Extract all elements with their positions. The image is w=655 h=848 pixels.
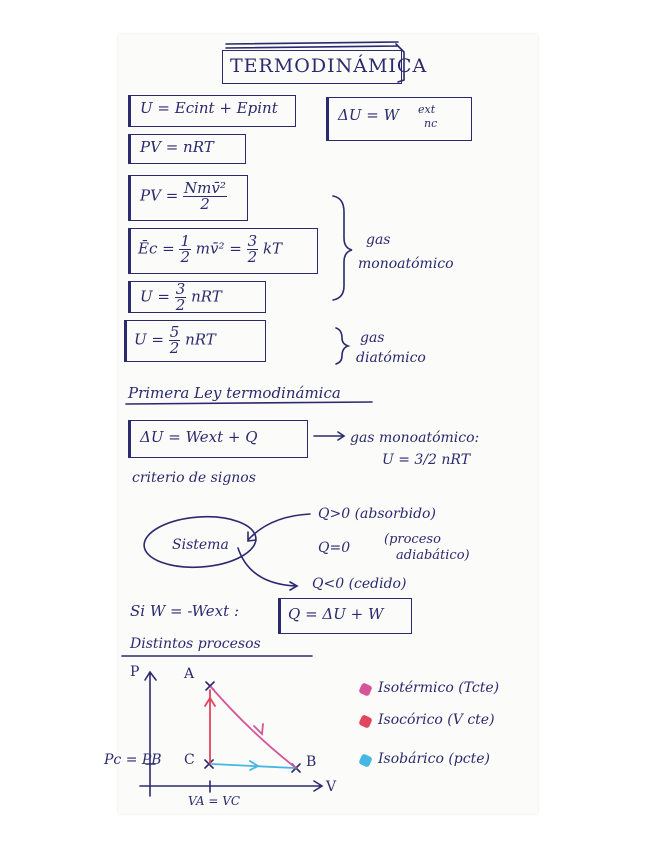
fraction-denominator: 2 [180, 248, 191, 266]
fraction-denominator: 2 [247, 248, 258, 266]
pressure-tick-label: Pc = PB [104, 752, 162, 768]
label-gas-di-line1: gas [360, 330, 385, 346]
processes-heading: Distintos procesos [130, 636, 261, 652]
formula-ideal-gas: PV = nRT [140, 138, 214, 156]
heat-released: Q<0 (cedido) [312, 576, 407, 592]
work-condition: Si W = -Wext : [130, 602, 239, 620]
u-mono-lhs: U = [140, 287, 170, 306]
legend-isobaric-label: Isobárico (pcte) [378, 751, 490, 767]
first-law-underline [126, 402, 372, 404]
point-label-a: A [184, 666, 195, 682]
system-ellipse [142, 513, 257, 571]
heat-adiabatic-line1: (proceso [384, 532, 441, 547]
legend-isochoric-label: Isocórico (V cte) [378, 712, 495, 728]
heat-absorbed: Q>0 (absorbido) [318, 506, 436, 522]
point-label-b: B [306, 754, 317, 770]
axis-label-p: P [130, 664, 140, 680]
gas-note-arrow [314, 432, 344, 440]
heat-adiabatic-line2: adiabático) [396, 548, 470, 563]
axis-label-v: V [326, 779, 337, 795]
label-gas-di-line2: diatómico [356, 350, 426, 366]
first-law-note-1: gas monoatómico: [350, 430, 480, 446]
kinetic-energy-lhs: Ēc = [138, 239, 175, 258]
u-di-tail: nRT [185, 330, 216, 349]
first-law-equation: ΔU = Wext + Q [140, 428, 258, 446]
delta-u-w: W [383, 106, 400, 124]
u-mono-tail: nRT [191, 287, 222, 306]
system-label: Sistema [172, 537, 229, 553]
u-di-lhs: U = [134, 330, 164, 349]
work-equation: Q = ΔU + W [288, 605, 384, 623]
p-axis [145, 672, 156, 796]
volume-tick-label: VA = VC [188, 794, 241, 808]
kinetic-pressure-lhs: PV = [140, 186, 179, 205]
isothermal-curve [211, 687, 296, 768]
heat-adiabatic-q: Q=0 [318, 540, 351, 556]
sign-criteria-heading: criterio de signos [132, 470, 256, 486]
fraction-numerator: 3 [247, 232, 258, 250]
released-arrow [238, 548, 297, 590]
legend-isothermal-label: Isotérmico (Tcte) [378, 680, 500, 696]
fraction-numerator: Nmv̄² [184, 179, 226, 197]
fraction-numerator: 3 [175, 280, 186, 298]
fraction-denominator: 2 [175, 296, 186, 314]
kinetic-energy-tail: kT [262, 239, 283, 258]
fraction-denominator: 2 [169, 339, 180, 357]
label-gas-mono-line1: gas [366, 232, 391, 248]
delta-u-lhs: ΔU = [338, 106, 379, 124]
fraction-denominator: 2 [200, 195, 210, 213]
kinetic-energy-middle: mv̄² = [195, 239, 242, 258]
fraction-numerator: 1 [180, 232, 191, 250]
isobaric-line [212, 764, 294, 768]
fraction-numerator: 5 [169, 323, 180, 341]
absorbed-arrow [248, 514, 310, 541]
label-gas-mono-line2: monoatómico [358, 256, 454, 272]
first-law-heading: Primera Ley termodinámica [128, 384, 341, 402]
first-law-note-2: U = 3/2 nRT [382, 452, 471, 468]
page-title: TERMODINÁMICA [230, 55, 428, 77]
delta-u-superscript: ext [418, 103, 436, 116]
formula-internal-energy: U = Ecint + Epint [140, 99, 278, 117]
brace-diatomic [336, 328, 348, 364]
v-axis [140, 781, 322, 791]
point-label-c: C [184, 752, 195, 768]
delta-u-subscript: nc [424, 117, 438, 130]
brace-monoatomic [333, 196, 352, 300]
title-hatching [226, 42, 404, 82]
